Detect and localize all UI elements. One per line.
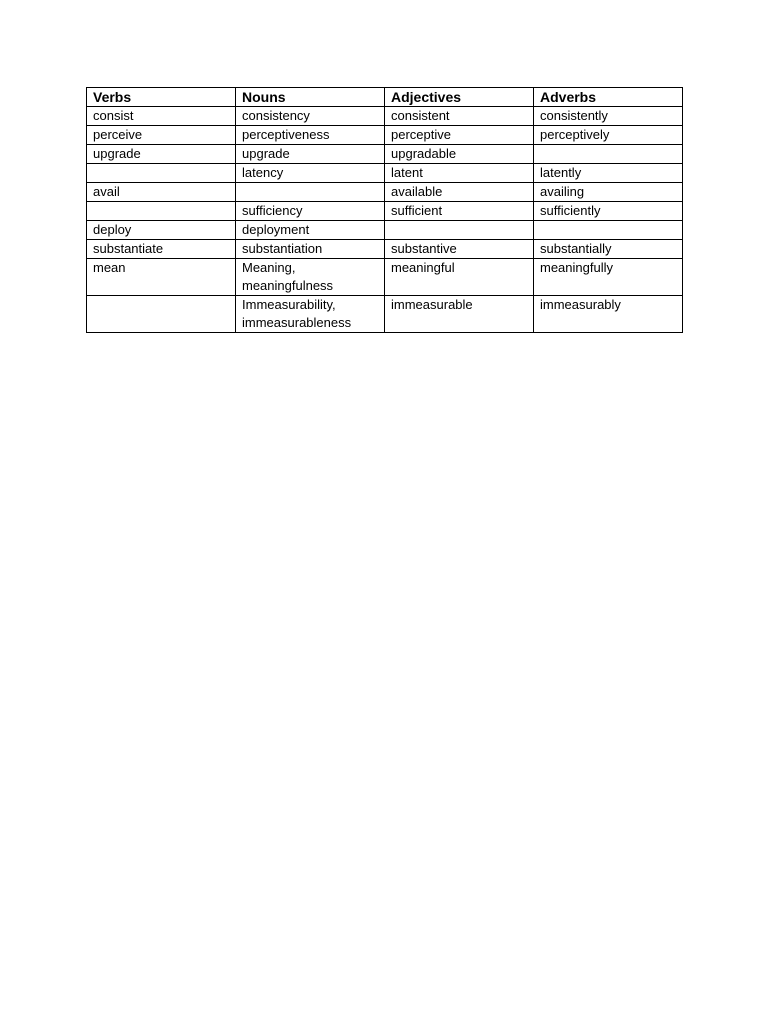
table-row xyxy=(87,296,683,333)
cell-noun: perceptiveness xyxy=(236,126,385,145)
table-row xyxy=(87,221,683,240)
cell-adjective: latent xyxy=(385,164,534,183)
cell-verb xyxy=(87,164,236,183)
cell-verb: substantiate xyxy=(87,240,236,259)
table-row xyxy=(87,164,683,183)
table-row xyxy=(87,240,683,259)
cell-noun: Meaning, meaningfulness xyxy=(236,259,385,296)
table-row xyxy=(87,259,683,296)
cell-adjective: meaningful xyxy=(385,259,534,296)
cell-adjective: consistent xyxy=(385,107,534,126)
cell-adverb xyxy=(534,145,683,164)
cell-adjective: upgradable xyxy=(385,145,534,164)
cell-noun: upgrade xyxy=(236,145,385,164)
cell-adverb: availing xyxy=(534,183,683,202)
header-verbs: Verbs xyxy=(87,88,236,107)
cell-verb: consist xyxy=(87,107,236,126)
cell-verb xyxy=(87,296,236,333)
table-row xyxy=(87,107,683,126)
cell-noun: deployment xyxy=(236,221,385,240)
cell-noun: sufficiency xyxy=(236,202,385,221)
table-row xyxy=(87,126,683,145)
cell-noun: Immeasurability, immeasurableness xyxy=(236,296,385,333)
cell-verb xyxy=(87,202,236,221)
cell-adverb: latently xyxy=(534,164,683,183)
cell-adverb: immeasurably xyxy=(534,296,683,333)
cell-verb: perceive xyxy=(87,126,236,145)
cell-noun: consistency xyxy=(236,107,385,126)
cell-adverb: consistently xyxy=(534,107,683,126)
cell-noun: substantiation xyxy=(236,240,385,259)
cell-adverb xyxy=(534,221,683,240)
cell-adjective: perceptive xyxy=(385,126,534,145)
cell-adjective: immeasurable xyxy=(385,296,534,333)
cell-verb: mean xyxy=(87,259,236,296)
cell-verb: avail xyxy=(87,183,236,202)
table-row xyxy=(87,202,683,221)
header-nouns: Nouns xyxy=(236,88,385,107)
cell-noun: latency xyxy=(236,164,385,183)
cell-verb: deploy xyxy=(87,221,236,240)
cell-adjective: sufficient xyxy=(385,202,534,221)
cell-verb: upgrade xyxy=(87,145,236,164)
cell-adjective: available xyxy=(385,183,534,202)
cell-noun xyxy=(236,183,385,202)
cell-adverb: sufficiently xyxy=(534,202,683,221)
table-header-row xyxy=(87,88,683,107)
cell-adverb: substantially xyxy=(534,240,683,259)
cell-adverb: perceptively xyxy=(534,126,683,145)
word-forms-table xyxy=(86,87,683,333)
table-row xyxy=(87,183,683,202)
header-adverbs: Adverbs xyxy=(534,88,683,107)
cell-adjective: substantive xyxy=(385,240,534,259)
header-adjectives: Adjectives xyxy=(385,88,534,107)
table-row xyxy=(87,145,683,164)
cell-adverb: meaningfully xyxy=(534,259,683,296)
cell-adjective xyxy=(385,221,534,240)
